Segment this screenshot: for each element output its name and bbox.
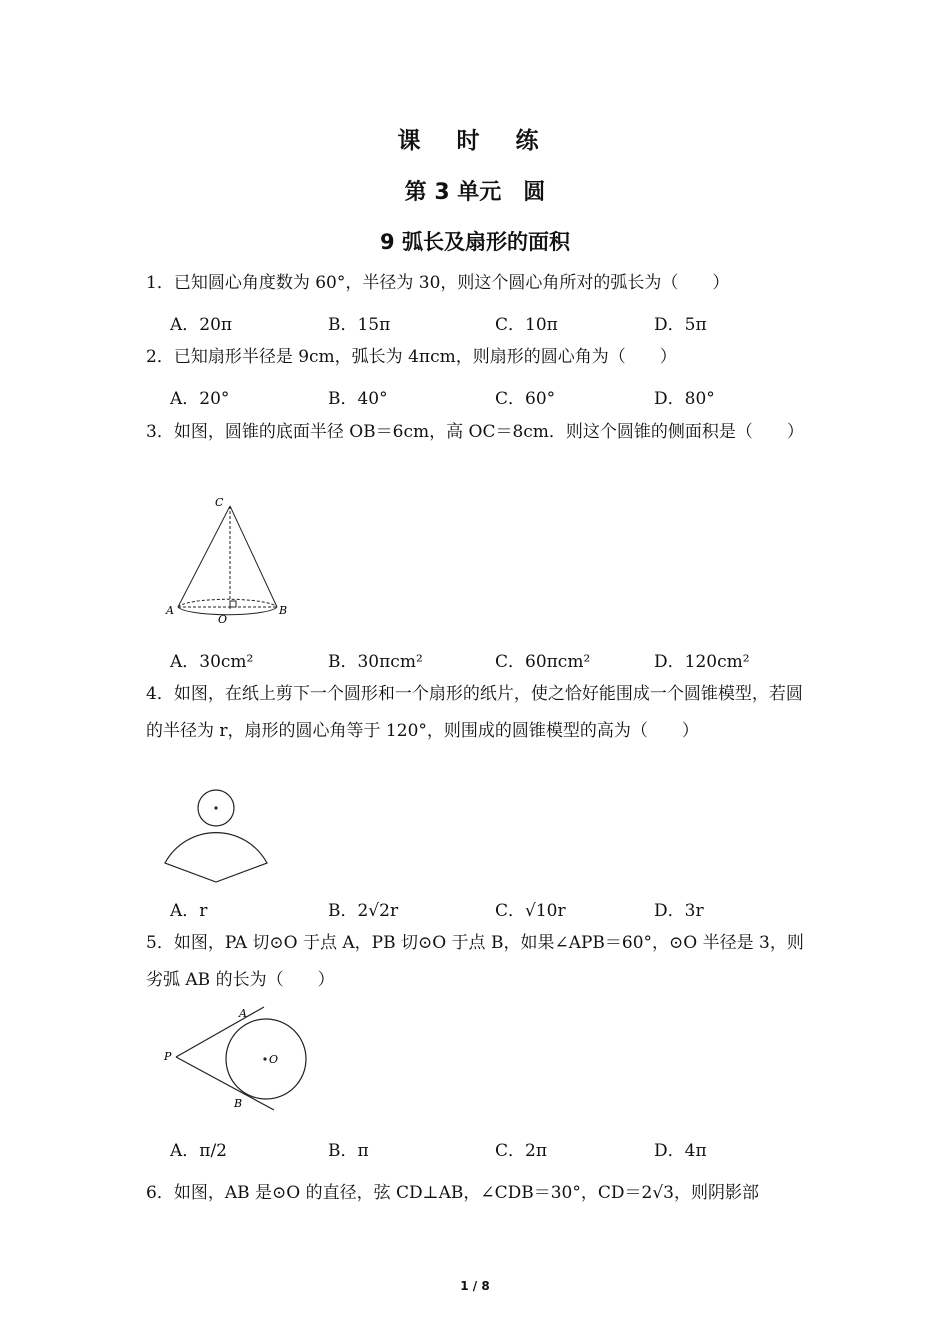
label-b: B: [279, 604, 288, 617]
q5-option-c[interactable]: C．2π: [495, 1141, 547, 1161]
cone-base-front: [178, 607, 277, 615]
tangent-circle-figure: [160, 1003, 310, 1113]
question-3-text: 3．如图，圆锥的底面半径 OB＝6cm，高 OC＝8cm．则这个圆锥的侧面积是（ ）: [146, 422, 804, 442]
unit-title: 第 3 单元 圆: [404, 180, 546, 205]
page-number: 1 / 8: [460, 1279, 490, 1293]
lesson-title: 9 弧长及扇形的面积: [380, 230, 570, 254]
q5-option-b[interactable]: B．π: [328, 1141, 369, 1161]
q4-option-b[interactable]: B．2√2r: [328, 901, 399, 921]
sector-shape: [165, 833, 267, 882]
q4-option-d[interactable]: D．3r: [654, 901, 704, 921]
cone-right-edge: [230, 506, 277, 607]
label-p: P: [164, 1050, 172, 1063]
q1-option-c[interactable]: C．10π: [495, 315, 558, 335]
question-6-text: 6．如图，AB 是⊙O 的直径，弦 CD⊥AB，∠CDB＝30°，CD＝2√3，则阴影部: [146, 1183, 759, 1203]
question-2-options: [170, 384, 810, 414]
circle-center-dot: [214, 806, 217, 809]
question-5-options: [170, 1136, 810, 1166]
cone-left-edge: [178, 506, 230, 607]
q1-option-b[interactable]: B．15π: [328, 315, 391, 335]
q3-option-b[interactable]: B．30πcm²: [328, 652, 423, 672]
question-1-options: [170, 310, 810, 340]
label-c: C: [215, 496, 224, 509]
question-2-text: 2．已知扇形半径是 9cm，弧长为 4πcm，则扇形的圆心角为（ ）: [146, 347, 677, 367]
q2-option-a[interactable]: A．20°: [170, 389, 230, 409]
cone-figure: [160, 492, 290, 628]
label-o: O: [218, 613, 228, 626]
q3-option-a[interactable]: A．30cm²: [170, 652, 254, 672]
q1-option-a[interactable]: A．20π: [170, 315, 233, 335]
label-o: O: [269, 1053, 279, 1066]
q1-option-d[interactable]: D．5π: [654, 315, 707, 335]
question-5-text: 5．如图，PA 切⊙O 于点 A，PB 切⊙O 于点 B，如果∠APB＝60°，⊙O 半径是 3，则劣弧 AB 的长为（ ）: [146, 933, 804, 990]
q2-option-c[interactable]: C．60°: [495, 389, 556, 409]
q2-option-b[interactable]: B．40°: [328, 389, 388, 409]
question-4-options: [170, 896, 810, 926]
label-a: A: [239, 1007, 247, 1020]
circle-and-sector-figure: [160, 784, 275, 886]
q3-option-c[interactable]: C．60πcm²: [495, 652, 591, 672]
q5-option-d[interactable]: D．4π: [654, 1141, 707, 1161]
question-4-text: 4．如图，在纸上剪下一个圆形和一个扇形的纸片，使之恰好能围成一个圆锥模型，若圆的半径为 r，扇形的圆心角等于 120°，则围成的圆锥模型的高为（ ）: [146, 684, 803, 741]
question-1-text: 1．已知圆心角度数为 60°，半径为 30，则这个圆心角所对的弧长为（ ）: [146, 273, 730, 293]
label-a: A: [166, 604, 174, 617]
label-b: B: [234, 1097, 243, 1110]
right-angle-mark: [230, 601, 236, 607]
center-o-dot: [263, 1057, 266, 1060]
tangent-pa: [176, 1007, 264, 1057]
q5-option-a[interactable]: A．π/2: [170, 1141, 227, 1161]
q3-option-d[interactable]: D．120cm²: [654, 652, 750, 672]
q2-option-d[interactable]: D．80°: [654, 389, 715, 409]
question-3-options: [170, 647, 810, 677]
cone-base-back: [178, 599, 277, 607]
q4-option-a[interactable]: A．r: [170, 901, 208, 921]
tangent-pb: [176, 1057, 274, 1110]
page-title: 课 时 练: [397, 128, 553, 154]
q4-option-c[interactable]: C．√10r: [495, 901, 566, 921]
